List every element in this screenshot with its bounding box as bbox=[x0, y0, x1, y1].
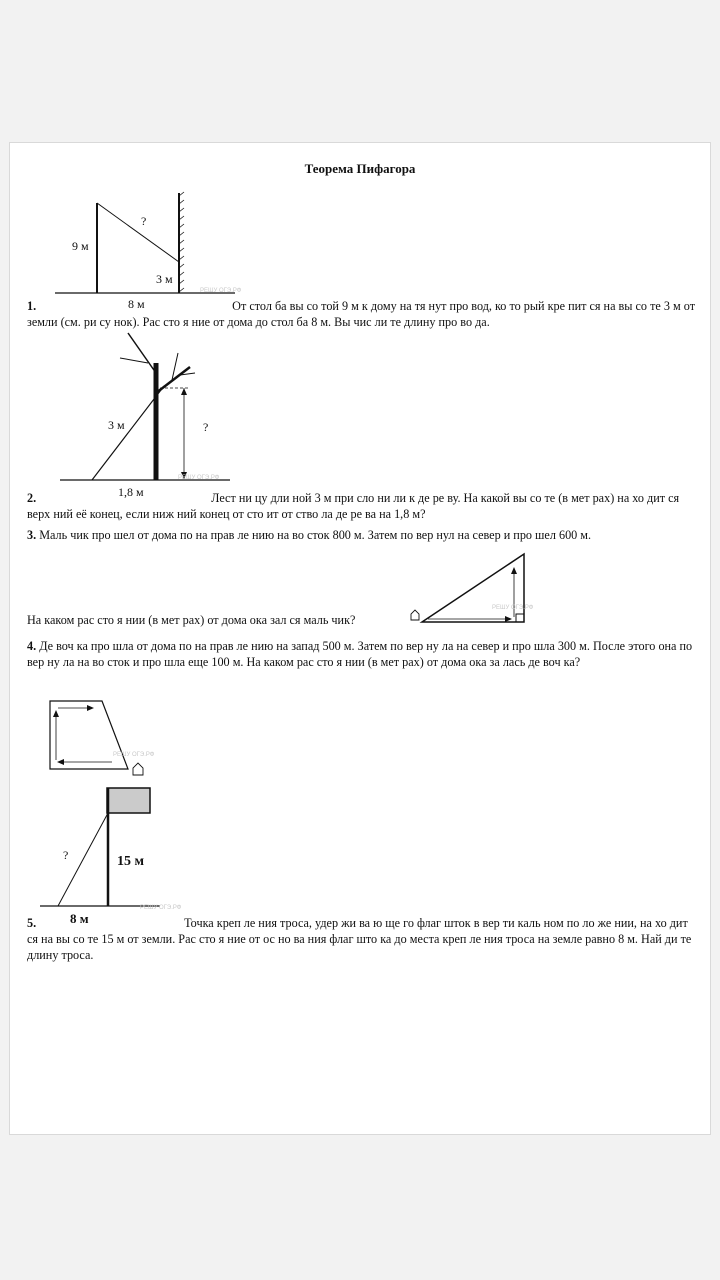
problem-1 bbox=[27, 298, 699, 330]
watermark: РЕШУ ОГЭ.РФ bbox=[200, 288, 242, 294]
problem-3 bbox=[27, 527, 699, 543]
problem-number: 5. bbox=[27, 916, 37, 930]
watermark: РЕШУ ОГЭ.РФ bbox=[140, 905, 182, 911]
problem-number: 4. bbox=[27, 639, 37, 653]
problem-5 bbox=[27, 915, 699, 963]
attach-height-label: 3 м bbox=[156, 272, 173, 286]
problem-text: Де воч ка про шла от дома по на прав ле нию на запад 500 м. Затем по вер ну ла на север и про шла 300 м. После этого она по вер ну ла на во сток и про шла еще 100 м. На каком рас сто я нии (в мет рах) от дома ока за лась де воч ка? bbox=[27, 639, 693, 669]
problem-number: 1. bbox=[27, 299, 37, 313]
problem-number: 2. bbox=[27, 491, 37, 505]
problem-1-figure bbox=[55, 188, 255, 311]
distance-label: 8 м bbox=[128, 297, 145, 311]
problem-4-figure bbox=[45, 696, 165, 778]
problem-2-figure bbox=[60, 333, 240, 499]
problem-text: Точка креп ле ния троса, удер жи ва ю ще го флаг шток в вер ти каль ном по ло же нии, на хо дит ся на вы со те 15 м от земли. Рас сто я ние от ос но ва ния флаг што ка до места креп ле ния троса на земле равно 8 м. Най ди те длину троса. bbox=[27, 916, 692, 962]
watermark: РЕШУ ОГЭ.РФ bbox=[492, 605, 534, 611]
pole-height-label: 9 м bbox=[72, 239, 89, 253]
height-label: 15 м bbox=[117, 854, 145, 869]
unknown-label: ? bbox=[203, 420, 209, 434]
problem-5-figure bbox=[35, 783, 215, 926]
unknown-label: ? bbox=[141, 214, 147, 228]
base-label: 8 м bbox=[70, 911, 89, 926]
problem-2 bbox=[27, 490, 699, 522]
problem-text: На каком рас сто я нии (в мет рах) от дома ока зал ся маль чик? bbox=[27, 613, 356, 627]
problem-text: От стол ба вы со той 9 м к дому на тя нут про вод, ко то рый кре пит ся на вы со те 3 м от земли (см. ри су нок). Рас сто я ние от дома до стол ба 8 м. Вы чис ли те длину про во да. bbox=[27, 299, 696, 329]
watermark: РЕШУ ОГЭ.РФ bbox=[113, 752, 155, 758]
problem-number: 3. bbox=[27, 528, 37, 542]
problem-text: Маль чик про шел от дома по на прав ле нию на во сток 800 м. Затем по вер нул на север и про шел 600 м. bbox=[39, 528, 592, 542]
watermark: РЕШУ ОГЭ.РФ bbox=[178, 475, 220, 481]
unknown-label: ? bbox=[63, 848, 69, 862]
ladder-label: 3 м bbox=[108, 418, 125, 432]
problem-3-figure bbox=[408, 549, 538, 627]
worksheet-page bbox=[9, 142, 711, 1135]
problem-text: Лест ни цу дли ной 3 м при сло ни ли к де ре ву. На какой вы со те (в мет рах) на хо дит ся верх ний её конец, если ниж ний конец от сто ит от ство ла де ре ва на 1,8 м? bbox=[27, 491, 680, 521]
page-title: Теорема Пифагора bbox=[304, 161, 416, 176]
problem-3-question bbox=[27, 612, 427, 628]
base-label: 1,8 м bbox=[118, 485, 144, 499]
problem-4 bbox=[27, 638, 699, 670]
